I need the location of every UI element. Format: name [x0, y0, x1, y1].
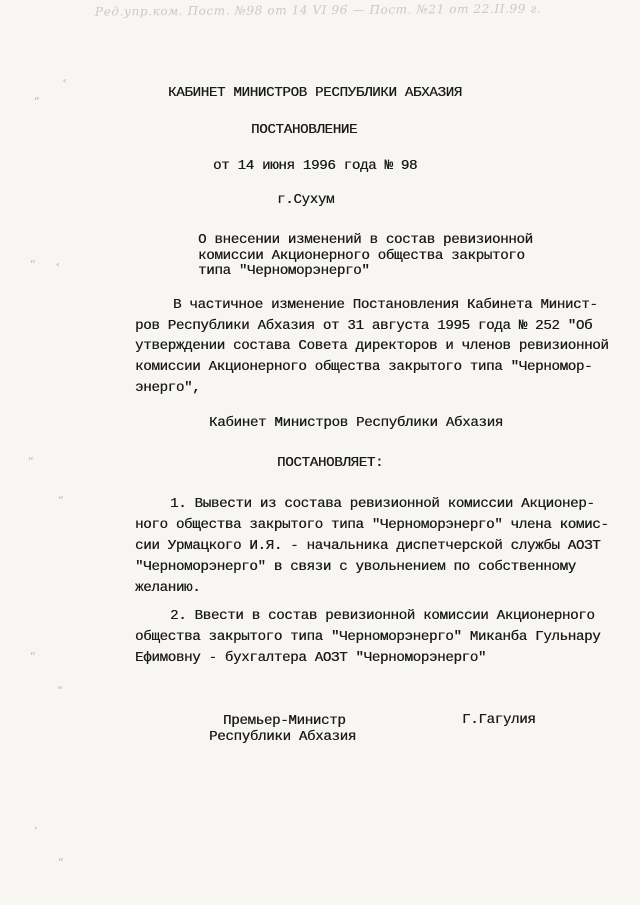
item-1-line: желанию. — [135, 580, 201, 596]
item-2-line: 2. Ввести в состав ревизионной комиссии Акционерного — [170, 608, 595, 624]
signature-title: Премьер-Министр — [223, 713, 346, 729]
subject-line: типа "Черноморэнерго" — [198, 263, 370, 279]
item-1-line: ного общества закрытого типа "Черноморэнерго" члена комис- — [135, 517, 609, 533]
scan-mark: „ — [58, 850, 64, 863]
signature-title: Республики Абхазия — [209, 729, 356, 745]
subject-line: О внесении изменений в состав ревизионной — [198, 232, 533, 248]
doc-date-number: от 14 июня 1996 года № 98 — [213, 158, 418, 174]
scan-mark: „ — [58, 488, 64, 501]
item-2-line: общества закрытого типа "Черноморэнерго" Миканба Гульнару — [135, 629, 601, 645]
city: г.Сухум — [277, 192, 335, 208]
item-1-line: "Черноморэнерго" в связи с увольнением по собственному — [135, 559, 576, 575]
item-1-line: сии Урмацкого И.Я. - начальника диспетчерской службы АОЗТ — [135, 538, 601, 554]
preamble-line: ров Республики Абхазия от 31 августа 1995 года № 252 "Об — [135, 318, 593, 334]
preamble-line: комиссии Акционерного общества закрытого типа "Черномор- — [135, 359, 593, 375]
cabinet-line: Кабинет Министров Республики Абхазия — [209, 415, 503, 431]
scan-mark: “ — [34, 95, 40, 108]
scan-mark: ˂ — [55, 262, 61, 275]
signature-name: Г.Гагулия — [462, 712, 536, 728]
scan-mark: “ — [28, 455, 34, 468]
handwritten-note: Ред.упр.ком. Пост. №98 от 14 VI 96 — Пост. №21 от 22.II.99 г. — [94, 1, 542, 19]
subject-line: комиссии Акционерного общества закрытого — [198, 248, 525, 264]
scan-mark: ˂ — [62, 78, 68, 91]
resolves-heading: ПОСТАНОВЛЯЕТ: — [277, 455, 384, 471]
org-title: КАБИНЕТ МИНИСТРОВ РЕСПУБЛИКИ АБХАЗИЯ — [168, 85, 462, 101]
preamble-line: В частичное изменение Постановления Кабинета Минист- — [173, 297, 598, 313]
preamble-line: утверждении состава Совета директоров и членов ревизионной — [135, 338, 609, 354]
item-2-line: Ефимовну - бухгалтера АОЗТ "Черноморэнерго" — [135, 650, 487, 666]
scan-mark: “ — [30, 650, 36, 663]
scan-mark: ’ — [34, 825, 38, 838]
preamble-line: энерго", — [135, 380, 201, 396]
item-1-line: 1. Вывести из состава ревизионной комиссии Акционер- — [170, 496, 595, 512]
scan-mark: „ — [57, 678, 63, 691]
scan-mark: “ — [30, 258, 36, 271]
doc-type: ПОСТАНОВЛЕНИЕ — [251, 122, 358, 138]
